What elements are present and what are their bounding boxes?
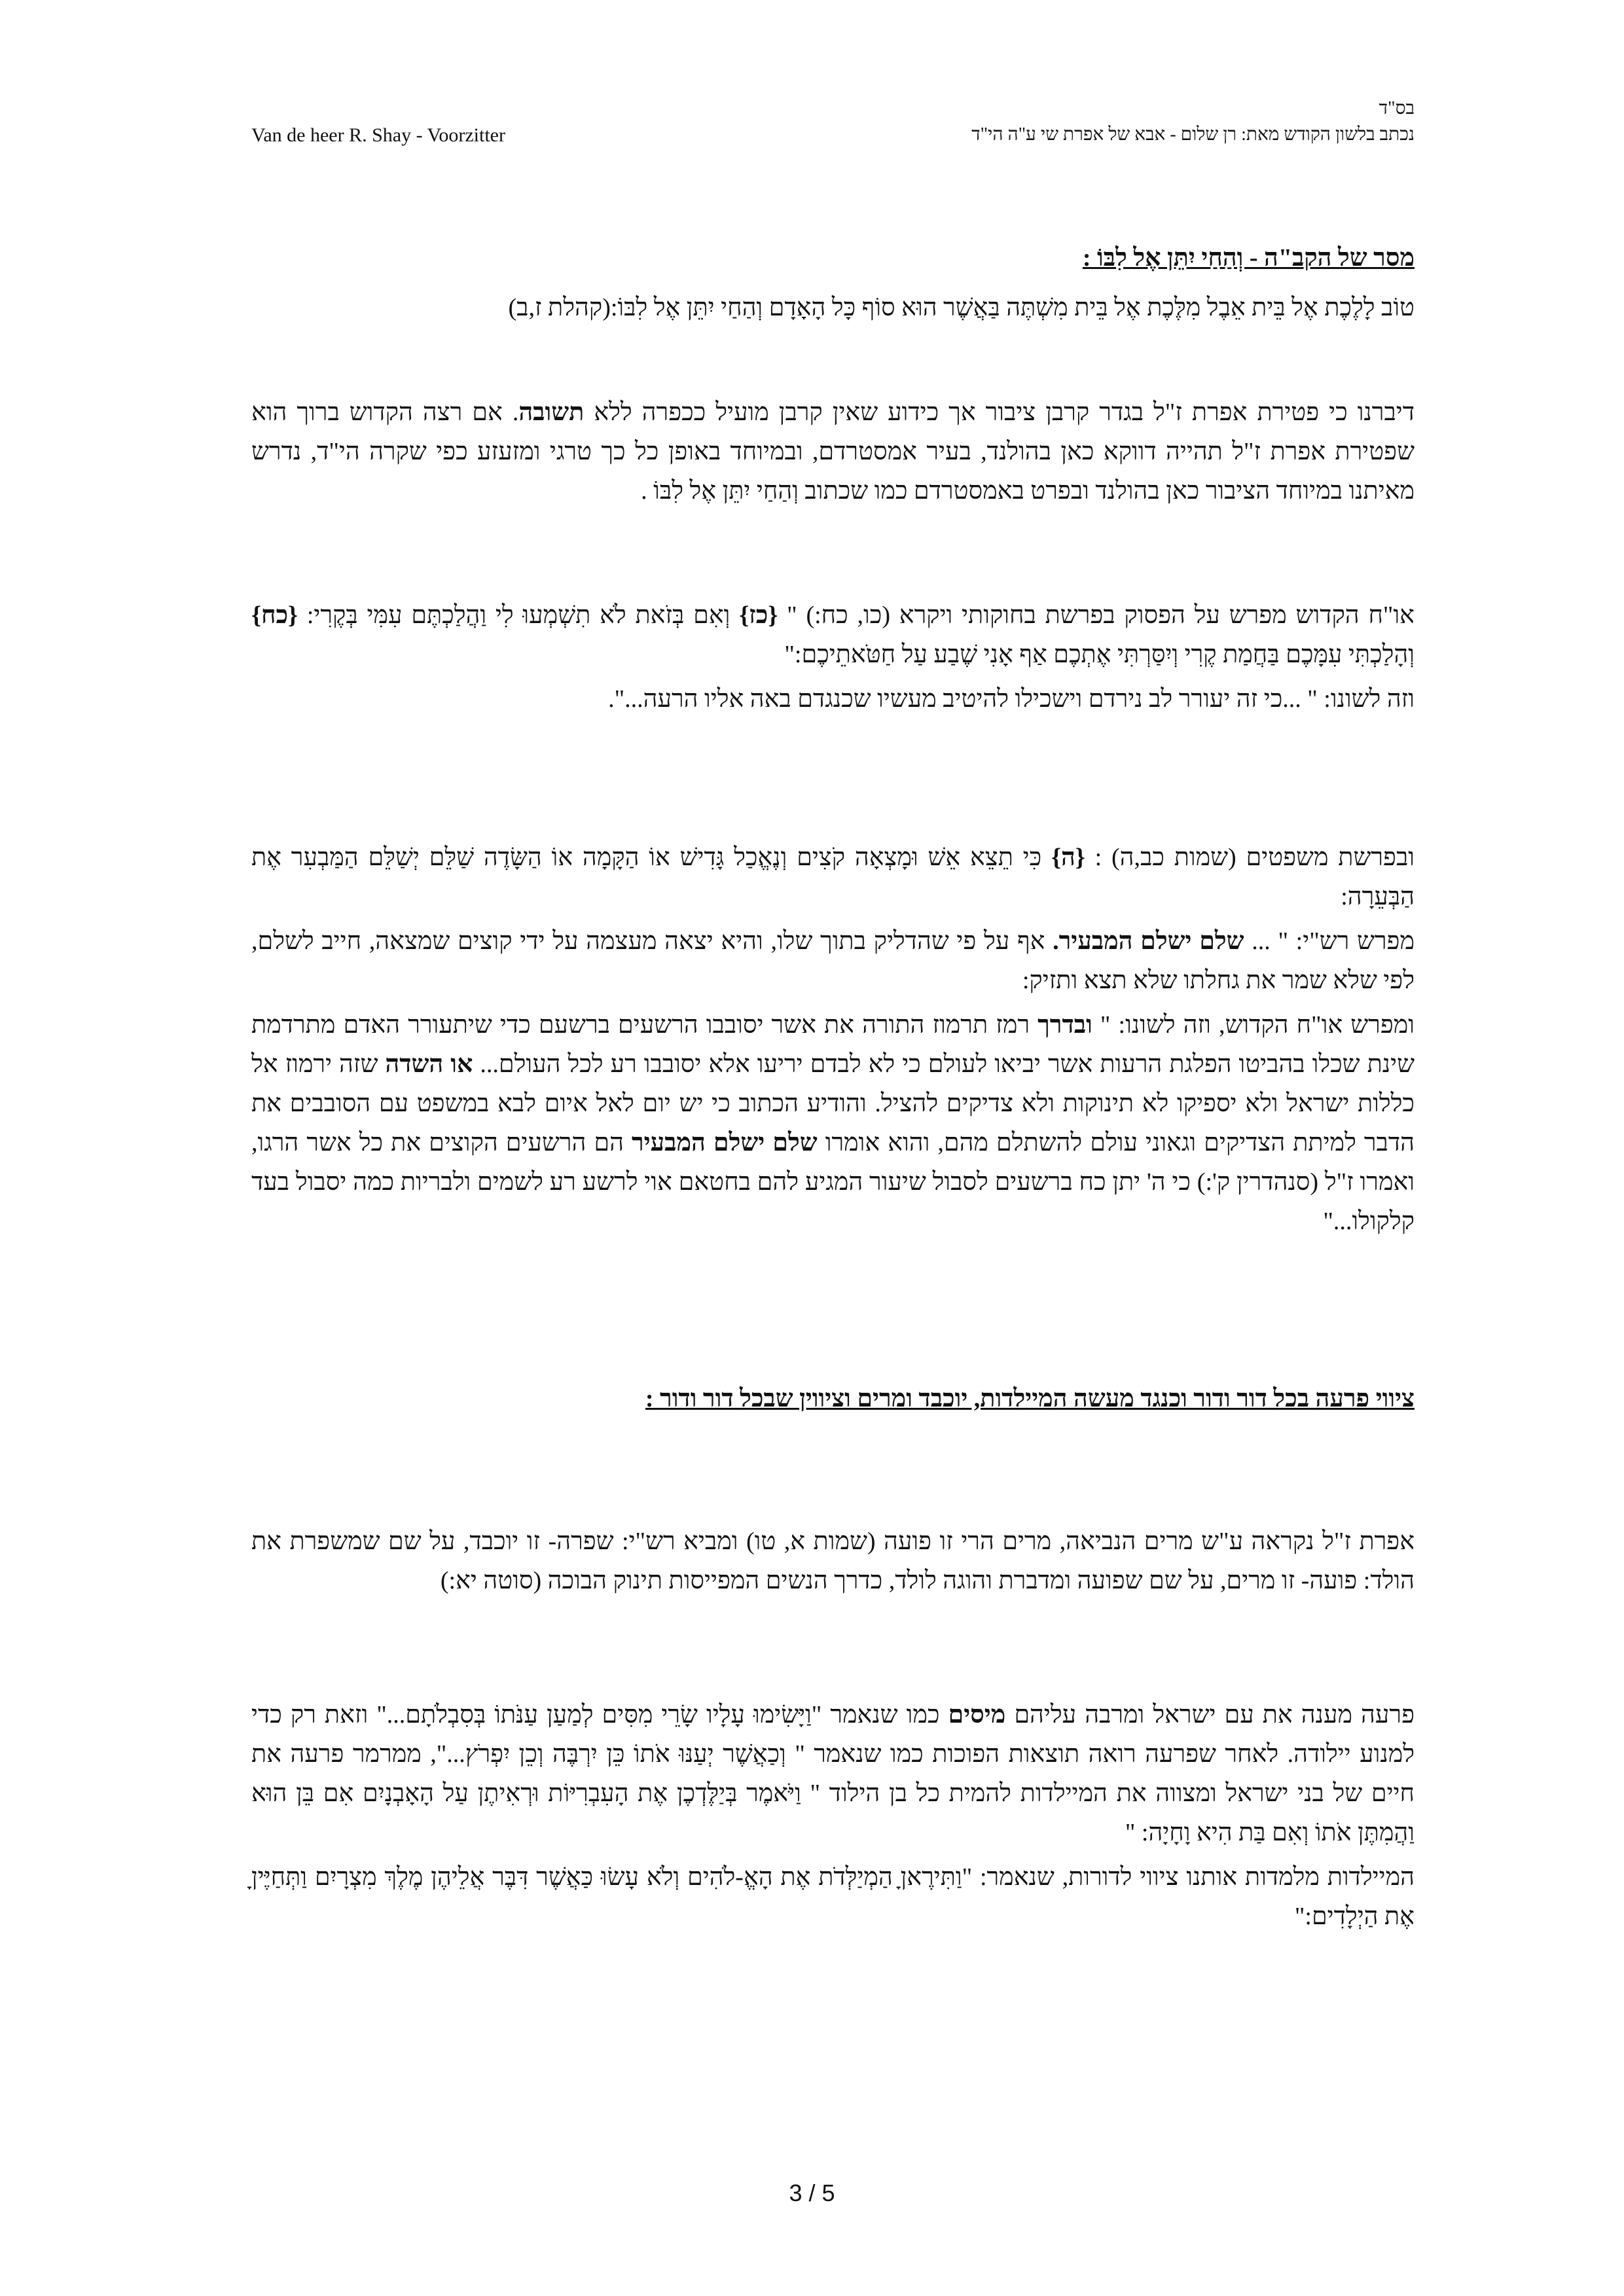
s2-p3-text: המיילדות מלמדות אותנו ציווי לדורות, שנאמר: "וַתִּירֶאןָ הַמְיַלְּדֹת אֶת הָאֱ-לֹהִים וְלֹא עָשׂוּ כַּאֲשֶׁר דִּבֶּר אֲלֵיהֶן מֶלֶךְ מִצְרָיִם וַתְּחַיֶּיןָ אֶת הַיְלָדִים:" <box>251 1863 1415 1930</box>
header-credit: נכתב בלשון הקודש מאת: רן שלום - אבא של אפרת שי ע"ה הי"ד <box>971 124 1415 145</box>
p1-text-a: דיברנו כי פטירת אפרת ז"ל בגדר קרבן ציבור אך כידוע שאין קרבן מועיל ככפרה ללא <box>584 399 1415 426</box>
p1-text-b: . אם רצה הקדוש ברוך הוא שפטירת אפרת ז"ל תהייה דווקא כאן בהולנד, בעיר אמסטרדם, ובמיוחד באופן כל כך טרגי ומזעזע כפי שקרה הי"ד, נדרש מאיתנו במיוחד הציבור כאן בהולנד ובפרט באמסטרדם כמו שכתוב וְהַחַי יִתֵּן אֶל לִבּוֹ . <box>251 399 1415 505</box>
p4-text-a: ובפרשת משפטים (שמות כב,ה) : <box>1085 844 1415 871</box>
ecclesiastes-quote <box>251 288 1415 327</box>
p6-text-d: הם הרשעים הקוצים את כל אשר הרגו, ואמרו ז"ל (סנהדרין ק':) כי ה' יתן כח ברשעים לסבול שיעור המגיע להם בחטאם אוי לרשע רע לשמים ולבריות כמה יסבול בעד קלקולו..." <box>251 1129 1415 1235</box>
paragraph-mishpatim <box>251 838 1415 1241</box>
p2-verse-27: {כז} <box>739 601 778 629</box>
p6-text-b: רמז תרמוז התורה את אשר יסובבו הרשעים ברשעם כדי שיתעורר האדם מתרדמת שינת שכלו בהביטו הפלגת הרעות אשר יביאו לעולם כי לא לבדם יריעו אלא יסובבו רע לכל העולם... <box>251 1011 1415 1078</box>
bsd-mark: בס"ד <box>1379 98 1415 118</box>
paragraph-2 <box>251 596 1415 719</box>
paragraph-1 <box>251 393 1415 511</box>
s2-p2-text-b: כמו שנאמר "וַיָּשִׂימוּ עָלָיו שָׂרֵי מִסִּים לְמַעַן עַנֹּתוֹ בְּסִבְלֹתָם..." וזאת רק כדי למנוע יילודה. לאחר שפרעה רואה תוצאות הפוכות כמו שנאמר " וְכַאֲשֶׁר יְעַנּוּ אֹתוֹ כֵּן יִרְבֶּה וְכֵן יִפְרֹץ...", ממרמר פרעה את חיים של בני ישראל ומצווה את המיילדות להמית כל בן הילוד " וַיֹּאמֶר בְּיַלֶּדְכֶן אֶת הָעִבְרִיּוֹת וּרְאִיתֶן עַל הָאָבְנָיִם אִם בֵּן הוּא וַהֲמִתֶּן אֹתוֹ וְאִם בַּת הִיא וָחָיָה: " <box>251 1701 1415 1846</box>
s2-p2-text-a: פרעה מענה את עם ישראל ומרבה עליהם <box>1005 1701 1415 1729</box>
p6-bold-2: או השדה <box>385 1050 473 1078</box>
s2-p2-bold: מיסים <box>948 1701 1006 1729</box>
p6-bold-3: שלם ישלם המבעיר <box>632 1129 818 1157</box>
p2-text-a: או"ח הקדוש מפרש על הפסוק בפרשת בחוקותי ויקרא (כו, כח:) " <box>778 601 1415 629</box>
p3-text: וזה לשונו: " ...כי זה יעורר לב נירדם וישכילו להיטיב מעשיו שכנגדם באה אליו הרעה...". <box>608 685 1415 713</box>
p6-text-c: שזה ירמוז אל כללות ישראל ולא יספיקו לא תינוקות ולא צדיקים להציל. והודיע הכתוב כי יש יום לאל איום לבא במשפט עם הסובבים את הדבר למיתת הצדיקים וגאוני עולם להשתלם מהם, והוא אומרו <box>251 1050 1415 1157</box>
page-number: 3 / 5 <box>789 2179 835 2206</box>
p6-bold-1: ובדרך <box>1038 1011 1092 1039</box>
s2-p1-text: אפרת ז"ל נקראה ע"ש מרים הנביאה, מרים הרי זו פועה (שמות א, טו) ומביא רש"י: שפרה- זו יוכבד, על שם שמשפרת את הולד: פועה- זו מרים, על שם שפועה ומדברת והוגה לולד, כדרך הנשים המפייסות תינוק הבוכה (סוטה יא:) <box>251 1528 1415 1594</box>
p2-verse-28: {כח} <box>251 601 298 629</box>
p2-text-c: וְהָלַכְתִּי עִמָּכֶם בַּחֲמַת קֶרִי וְיִסַּרְתִּי אֶתְכֶם אַף אָנִי שֶׁבַע עַל חַטֹּאתֵיכֶם:" <box>784 641 1415 668</box>
quote-text: טוֹב לָלֶכֶת אֶל בֵּית אֵבֶל מִלֶּכֶת אֶל בֵּית מִשְׁתֶּה בַּאֲשֶׁר הוּא סוֹף כָּל הָאָדָם וְהַחַי יִתֵּן אֶל לִבּוֹ:(קהלת ז,ב) <box>508 294 1415 321</box>
section1-heading: מסר של הקב"ה - וְהַחַי יִתֵּן אֶל לִבּוֹ : <box>1082 244 1415 272</box>
paragraph-pharaoh <box>251 1695 1415 1936</box>
p1-bold: תשובה <box>518 399 585 426</box>
p2-text-b: וְאִם בְּזֹאת לֹא תִשְׁמְעוּ לִי וַהֲלַכְתֶּם עִמִּי בְּקֶרִי: <box>298 601 740 629</box>
p6-text-a: ומפרש או"ח הקדוש, וזה לשונו: " <box>1092 1011 1415 1039</box>
p5-text-b: אף על פי שהדליק בתוך שלו, והיא יצאה מעצמה על ידי קוצים שמצאה, חייב לשלם, לפי שלא שמר את גחלתו שלא תצא ותזיק: <box>251 927 1415 994</box>
p5-bold: שלם ישלם המבעיר. <box>1053 927 1244 955</box>
section2-heading: ציווי פרעה בכל דור ודור וכנגד מעשה המיילדות, יוכבד ומרים וציווין שבכל דור ודור : <box>645 1385 1415 1412</box>
p5-text-a: מפרש רש"י: " ... <box>1244 927 1415 955</box>
paragraph-miriam <box>251 1522 1415 1600</box>
p4-verse-5: {ה} <box>1051 844 1085 871</box>
p4-text-b: כִּי תֵצֵא אֵשׁ וּמָצְאָה קֹצִים וְנֶאֱכַל גָּדִישׁ אוֹ הַקָּמָה אוֹ הַשָּׂדֶה שַׁלֵּם יְשַׁלֵּם הַמַּבְעִר אֶת הַבְּעֵרָה: <box>251 844 1415 910</box>
header-author: Van de heer R. Shay - Voorzitter <box>251 124 505 146</box>
